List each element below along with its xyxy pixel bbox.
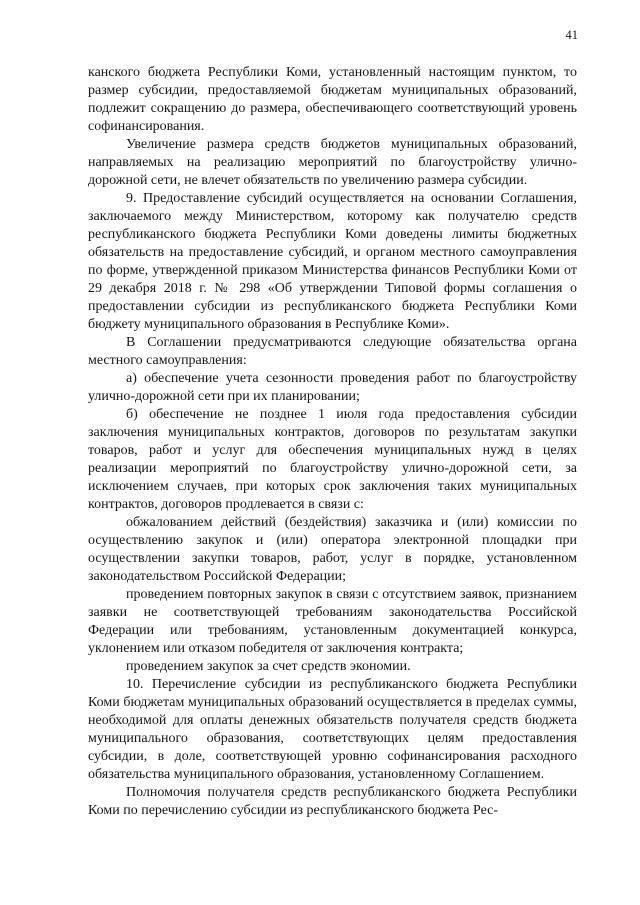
paragraph: б) обеспечение не позднее 1 июля года предоставления субсидии заключения муниципальных контрактов, договоров по результатам закупки товаров, работ и услуг для обеспечения муниципальных нужд в целях реализации мероприятий по благоустройству улично-дорожной сети, за исключением случаев, при которых срок заключения таких муниципальных контрактов, договоров продлевается в связи с: [88,407,577,512]
document-body [88,64,577,820]
paragraph: 10. Перечисление субсидии из республиканского бюджета Республики Коми бюджетам муниципальных образований осуществляется в пределах суммы, необходимой для оплаты денежных обязательств получателя средств бюджета муниципального образования, соответствующих целям предоставления субсидии, в доле, соответствующей уровню софинансирования расходного обязательства муниципального образования, установленному Соглашением. [88,677,577,782]
paragraph: проведением закупок за счет средств экономии. [126,659,411,674]
paragraph: проведением повторных закупок в связи с отсутствием заявок, признанием заявки не соответствующей требованиям законодательства Российской Федерации или требованиям, установленным документацией конкурса, уклонением или отказом победителя от заключения контракта; [88,587,577,656]
paragraph: Полномочия получателя средств республиканского бюджета Республики Коми по перечислению субсидии из республиканского бюджета Рес- [88,785,577,818]
paragraph: Увеличение размера средств бюджетов муниципальных образований, направляемых на реализацию мероприятий по благоустройству улично-дорожной сети, не влечет обязательств по увеличению размера субсидии. [88,137,577,188]
paragraph: канского бюджета Республики Коми, установленный настоящим пунктом, то размер субсидии, предоставляемой бюджетам муниципальных образований, подлежит сокращению до размера, обеспечивающего соответствующий уровень софинансирования. [88,65,577,134]
paragraph: В Соглашении предусматриваются следующие обязательства органа местного самоуправления: [88,335,577,368]
paragraph: 9. Предоставление субсидий осуществляется на основании Соглашения, заключаемого между Министерством, которому как получателю средств республиканского бюджета Республики Коми доведены лимиты бюджетных обязательств на предоставление субсидий, и органом местного самоуправления по форме, утвержденной приказом Министерства финансов Республики Коми от 29 декабря 2018 г. № 298 «Об утверждении Типовой формы соглашения о предоставлении субсидии из республиканского бюджета Республики Коми бюджету муниципального образования в Республике Коми». [88,191,577,332]
paragraph: а) обеспечение учета сезонности проведения работ по благоустройству улично-дорожной сети при их планировании; [88,371,577,404]
page-number: 41 [565,28,578,42]
paragraph: обжалованием действий (бездействия) заказчика и (или) комиссии по осуществлению закупок и (или) оператора электронной площадки при осуществлении закупки товаров, работ, услуг в порядке, установленном законодательством Российской Федерации; [88,515,577,584]
